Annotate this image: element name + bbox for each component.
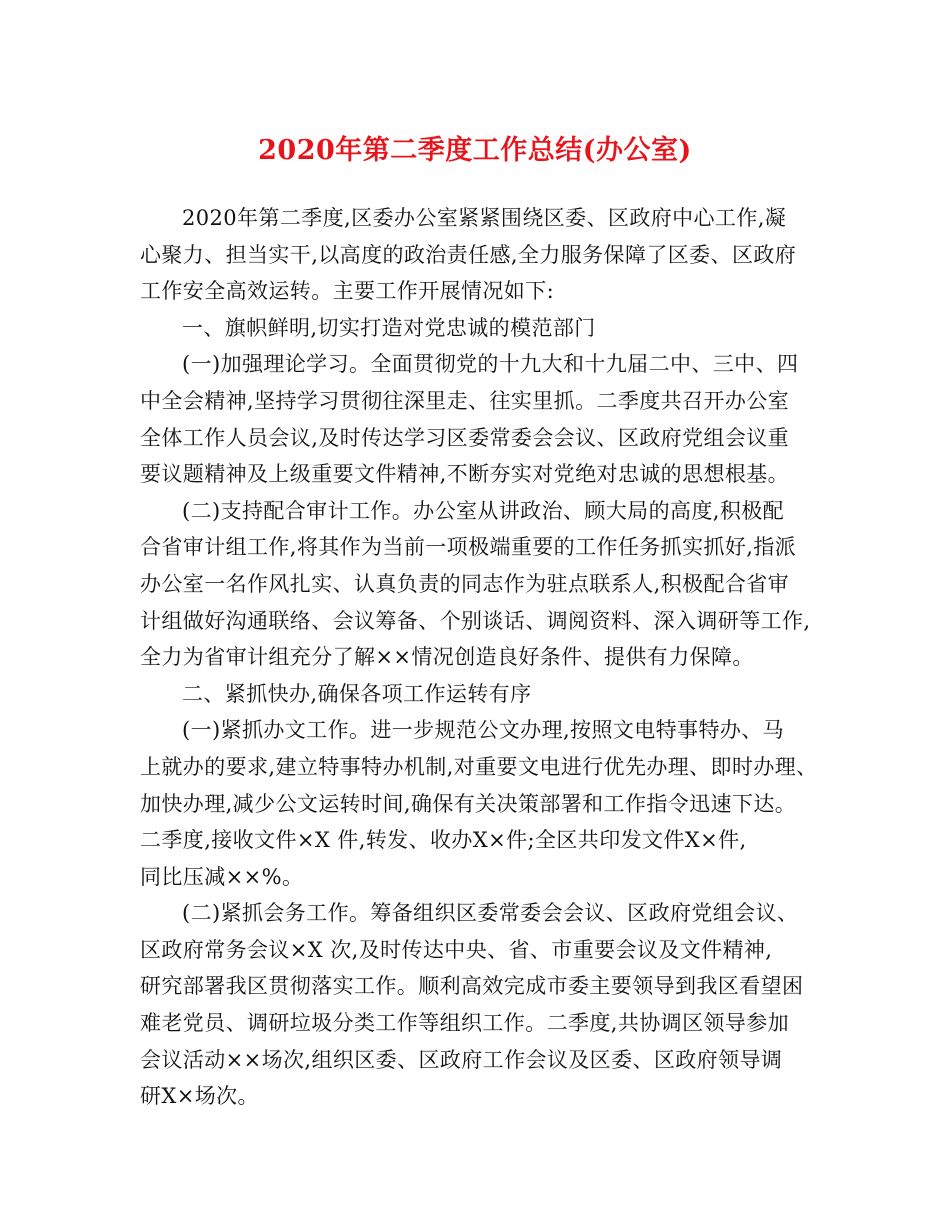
paragraph-line: 要议题精神及上级重要文件精神,不断夯实对党绝对忠诚的思想根基。 xyxy=(140,462,790,487)
paragraph-line: 研Χ×场次。 xyxy=(140,1084,259,1109)
paragraph xyxy=(140,895,830,1115)
paragraph-line: 办公室一名作风扎实、认真负责的同志作为驻点联系人,积极配合省审 xyxy=(140,571,790,596)
paragraph-line: 全力为省审计组充分了解××情况创造良好条件、提供有力保障。 xyxy=(140,645,754,670)
paragraph xyxy=(140,493,830,676)
paragraph-line: 2020年第二季度,区委办公室紧紧围绕区委、区政府中心工作,凝 xyxy=(182,206,787,230)
paragraph-line: (二)紧抓会务工作。筹备组织区委常委会会议、区政府党组会议、 xyxy=(182,901,799,926)
paragraph-line: (二)支持配合审计工作。办公室从讲政治、顾大局的高度,积极配 xyxy=(182,498,785,523)
paragraph-line: 上就办的要求,建立特事特办机制,对重要文电进行优先办理、即时办理、 xyxy=(140,754,818,779)
paragraph-line: (一)紧抓办文工作。进一步规范公文办理,按照文电特事特办、马 xyxy=(182,718,785,743)
paragraph-line: (一)加强理论学习。全面贯彻党的十九大和十九届二中、三中、四 xyxy=(182,352,799,377)
paragraph-line: 二、紧抓快办,确保各项工作运转有序 xyxy=(182,681,532,706)
paragraph-line: 一、旗帜鲜明,切实打造对党忠诚的模范部门 xyxy=(182,315,596,340)
paragraph xyxy=(140,310,830,347)
document-title: 2020年第二季度工作总结(办公室) xyxy=(258,135,692,166)
paragraph-line: 中全会精神,坚持学习贯彻往深里走、往实里抓。二季度共召开办公室 xyxy=(140,388,790,413)
paragraph xyxy=(140,676,830,713)
paragraph xyxy=(140,200,830,310)
paragraph-line: 会议活动××场次,组织区委、区政府工作会议及区委、区政府领导调 xyxy=(140,1047,783,1072)
paragraph-line: 心聚力、担当实干,以高度的政治责任感,全力服务保障了区委、区政府 xyxy=(140,242,797,267)
paragraph-line: 加快办理,减少公文运转时间,确保有关决策部署和工作指令迅速下达。 xyxy=(140,791,797,816)
paragraph-line: 难老党员、调研垃圾分类工作等组织工作。二季度,共协调区领导参加 xyxy=(140,1011,790,1036)
paragraph-line: 二季度,接收文件×Χ 件,转发、收办Χ×件;全区共印发文件Χ×件, xyxy=(140,828,747,853)
paragraph-line: 同比压减××%。 xyxy=(140,864,304,889)
paragraph-line: 全体工作人员会议,及时传达学习区委常委会会议、区政府党组会议重 xyxy=(140,425,790,450)
paragraph-line: 区政府常务会议×Χ 次,及时传达中央、省、市重要会议及文件精神, xyxy=(140,937,773,962)
paragraph-line: 研究部署我区贯彻落实工作。顺利高效完成市委主要领导到我区看望困 xyxy=(140,974,804,999)
paragraph-line: 合省审计组工作,将其作为当前一项极端重要的工作任务抓实抓好,指派 xyxy=(140,535,797,560)
paragraph xyxy=(140,346,830,492)
paragraph-line: 工作安全高效运转。主要工作开展情况如下: xyxy=(140,279,555,304)
paragraph-line: 计组做好沟通联络、会议筹备、个别谈话、调阅资料、深入调研等工作, xyxy=(140,608,811,633)
document-body xyxy=(140,200,830,1115)
paragraph xyxy=(140,712,830,895)
